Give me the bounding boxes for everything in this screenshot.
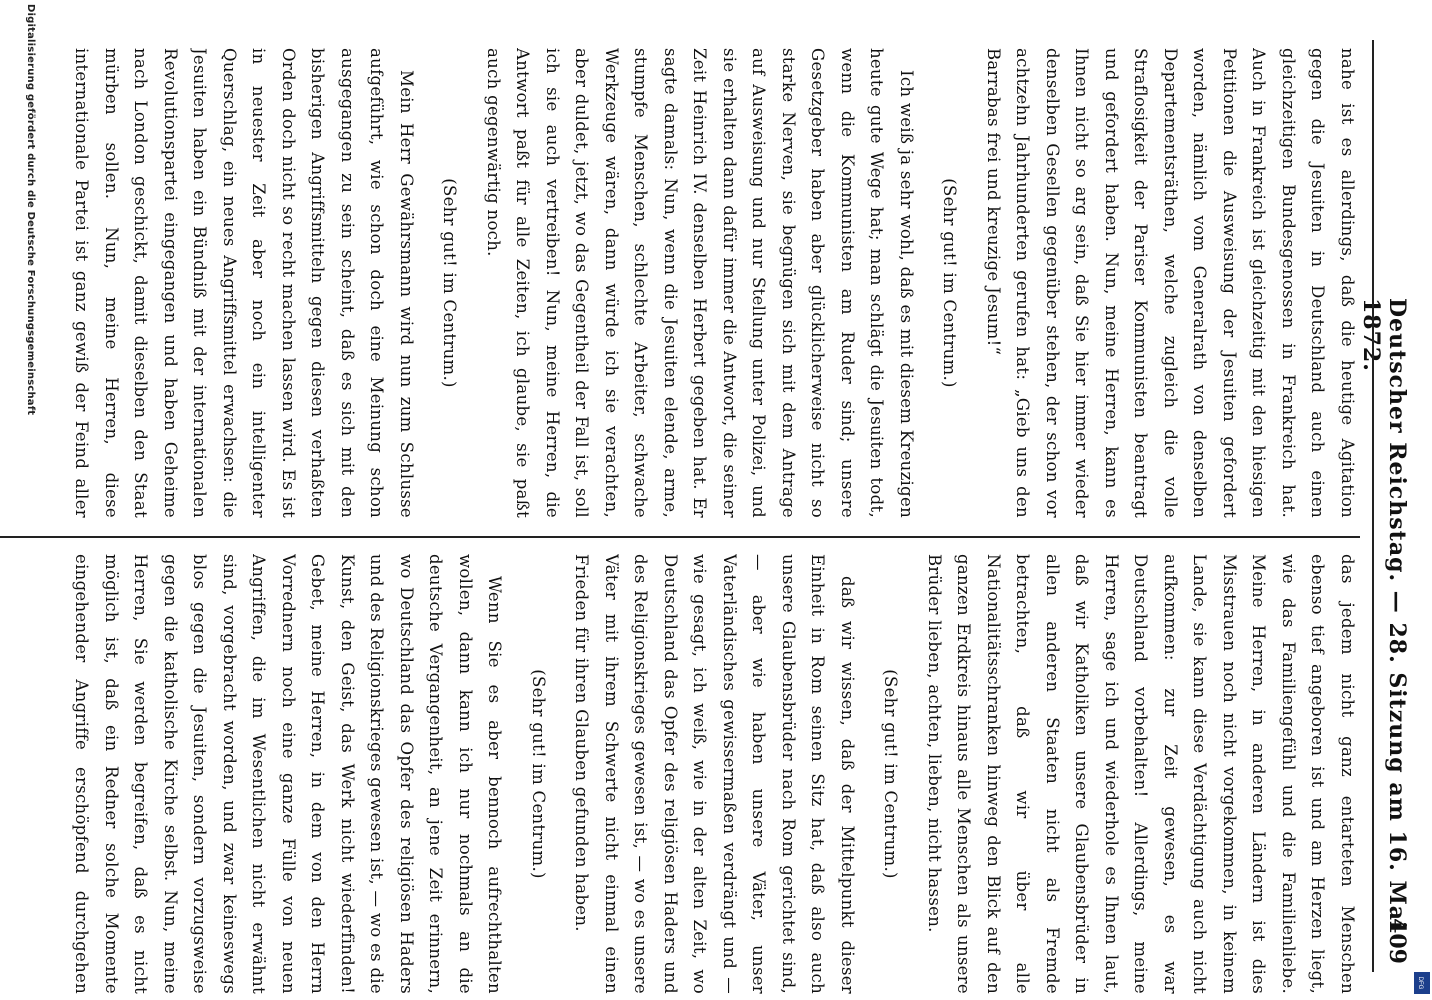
page-header xyxy=(1358,48,1412,970)
page-footer xyxy=(4,0,44,1000)
paragraph: Ich weiß ja sehr wohl, daß es mit diesem Kreuzigen heute gute Wege hat; man schlägt die Jesuiten todt, wenn die Kommunisten am Ruder sind; unsere Gesetzgeber haben aber glücklicherweise nicht so starke Nerven, sie begnügen sich mit dem Antrage auf Ausweisung und nur Stellung unter Polizei, und sie erhalten dann dafür immer die Antwort, die seiner Zeit Heinrich IV. denselben Herbert gegeben hat. Er sagte damals: Nun, wenn die Jesuiten elende, arme, stumpfe Menschen, schlechte Arbeiter, schwache Werkzeuge wären, dann würde ich sie verachten, aber duldet, jetzt, wo das Gegentheil der Fall ist, soll ich sie auch vertreiben! Nun, meine Herren, die Antwort paßt für alle Zeiten, ich glaube, sie paßt auch gegenwärtig noch. xyxy=(484,48,916,518)
paragraph: daß wir wissen, daß der Mittelpunkt dieser Einheit in Rom seinen Sitz hat, daß also auch unsere Glaubensbrüder nach Rom gerichtet sind, — aber wie haben unsere Väter, unser Vaterländisches gewissermaßen verdrängt und — wie gesagt, ich weiß, wie in der alten Zeit, wo Deutschland das Opfer des religiösen Haders und des Religionskrieges gewesen ist, — wo es unsere Väter mit ihrem Schwerte nicht einmal einen Frieden für ihren Glauben gefunden haben. xyxy=(572,554,857,994)
left-column xyxy=(62,48,1362,518)
paragraph: Wenn Sie es aber bennoch aufrechthalten wollen, dann kann ich nur nochmals an die deutsche Vergangenheit, an jene Zeit erinnern, wo Deutschland das Opfer des religiösen Haders und des Religionskrieges gewesen ist, — wo es die Kunst, den Geist, das Werk nicht wiederfinden! Gebet, meine Herren, in dem von den Herrn Vorrednern noch eine ganze Fülle von neuen Angriffen, die im Wesentlichen nicht erwähnt sind, vorgebracht worden, und zwar keineswegs blos gegen die Jesuiten, sondern vorzugsweise gegen die katholische Kirche selbst. Nun, meine Herren, Sie werden begreifen, daß es nicht möglich ist, daß ein Redner solche Momente eingehender Angriffe erschöpfend durchgehen xyxy=(72,554,505,994)
column-divider xyxy=(0,536,1360,538)
speaker-remark: (Sehr gut! im Centrum.) xyxy=(440,178,460,388)
speaker-remark: (Sehr gut! im Centrum.) xyxy=(529,669,548,879)
paragraph: Mein Herr Gewährsmann wird nun zum Schlusse aufgeführt, wie schon doch eine Meinung schon ausgegangen zu sein scheint, daß es sich mit den bisherigen Angriffsmitteln gegen diesen verhaßten Orden doch nicht so recht machen lassen wird. Es ist in neuester Zeit aber noch ein intelligenter Querschlag, ein neues Angriffsmittel erwachsen: die Jesuiten haben ein Bündniß mit der internationalen Revolutionspartei eingegangen und haben Geheime nach London geschickt, damit dieselben den Staat mürben sollen. Nun, meine Herren, diese internationale Partei ist ganz gewiß der Feind aller xyxy=(72,48,416,518)
dfg-logo-text: DFG xyxy=(1417,976,1423,990)
dfg-logo xyxy=(1414,972,1430,994)
digitization-credit: Digitalisierung gefördert durch die Deutsche Forschungsgemeinschaft xyxy=(25,4,36,416)
paragraph: nahe ist es allerdings, daß die heutige Agitation gegen die Jesuiten in Deutschland auch einen gleichzeitigen Bundesgenossen in Frankreich hat. Auch in Frankreich ist gleichzeitig mit den hiesigen Petitionen die Ausweisung der Jesuiten gefordert worden, nämlich vom Generalrath von denselben Departementsräthen, welche zugleich die volle Straflosigkeit der Pariser Kommunisten beantragt und gefordert haben. Nun, meine Herren, kann es Ihnen nicht so arg sein, daß Sie hier immer wieder denselben Gesellen gegenüber stehen, der schon vor achtzehn Jahrhunderten gerufen hat: „Gieb uns den Barrabas frei und kreuzige Jesum!“ xyxy=(984,48,1357,518)
speaker-remark: (Sehr gut! im Centrum.) xyxy=(881,669,901,879)
header-rule xyxy=(1372,40,1374,972)
paragraph: das jedem nicht ganz entarteten Menschen ebenso tief angeboren ist und am Herzen liegt, wie das Familiengefühl und die Familienliebe. Meine Herren, in anderen Ländern ist dies Misstrauen noch nicht vorgekommen, in keinem Lande, sie kann diese Verdächtigung auch nicht aufkommen: zur Zeit gewesen, es war Deutschland vorbehalten! Allerdings, meine Herren, sage ich und wiederhole es Ihnen laut, daß wir Katholiken unsere Glaubensbrüder in allen anderen Staaten nicht als Fremde betrachten, daß wir über alle Nationalitätsschranken hinweg den Blick auf den ganzen Erdkreis hinaus alle Menschen als unsere Brüder lieben, achten, lieben, nicht hassen. xyxy=(925,554,1357,994)
running-title: Deutscher Reichstag. — 28. Sitzung am 16. Mai 1872. xyxy=(1358,298,1410,931)
speaker-remark: (Sehr gut! im Centrum.) xyxy=(940,178,960,388)
page-number: 409 xyxy=(1384,918,1410,964)
right-column xyxy=(62,554,1362,994)
